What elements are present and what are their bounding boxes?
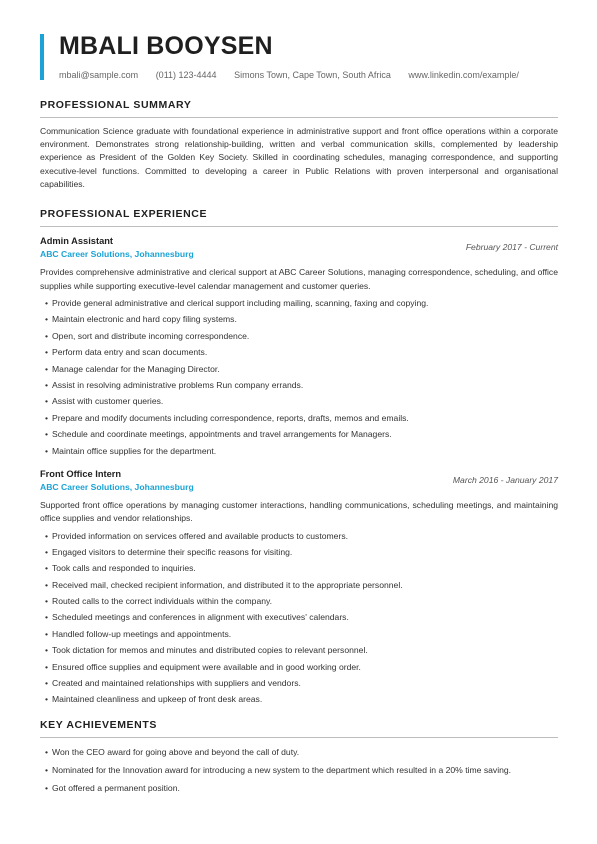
- job-bullets: [40, 298, 558, 457]
- job-company: ABC Career Solutions, Johannesburg: [40, 249, 194, 260]
- list-item: • Provide general administrative and clerical support including mailing, scanning, faxing and copying.: [40, 298, 558, 309]
- summary-text: Communication Science graduate with foundational experience in administrative support and front office operations within a corporate environment. Demonstrates strong relationship-building, written and verbal communication skills, complemented by leadership experience as President of the Golden Key Society. Skilled in coordinating schedules, managing correspondence, and supporting executive-level functions. Committed to developing a career in Public Relations with proven interpersonal and organisational capabilities.: [40, 126, 558, 189]
- contact-line: [59, 70, 558, 80]
- contact-location: Simons Town, Cape Town, South Africa: [234, 70, 391, 80]
- list-item: • Manage calendar for the Managing Director.: [40, 364, 558, 375]
- list-item: • Took dictation for memos and minutes and distributed copies to relevant personnel.: [40, 645, 558, 656]
- resume-header: [40, 34, 558, 80]
- resume-page: [40, 0, 558, 801]
- list-item: • Provided information on services offered and available products to customers.: [40, 531, 558, 542]
- list-item: • Engaged visitors to determine their specific reasons for visiting.: [40, 547, 558, 558]
- contact-email[interactable]: mbali@sample.com: [59, 70, 139, 80]
- list-item: • Received mail, checked recipient information, and distributed it to the appropriate personnel.: [40, 580, 558, 591]
- contact-linkedin[interactable]: www.linkedin.com/example/: [408, 70, 519, 80]
- contact-phone: (011) 123-4444: [155, 70, 217, 80]
- job-entry: [40, 236, 558, 457]
- list-item: • Assist in resolving administrative problems Run company errands.: [40, 380, 558, 391]
- job-company: ABC Career Solutions, Johannesburg: [40, 481, 194, 492]
- list-item: • Won the CEO award for going above and beyond the call of duty.: [40, 747, 558, 758]
- list-item: • Maintained cleanliness and upkeep of front desk areas.: [40, 694, 558, 705]
- job-dates: March 2016 - January 2017: [452, 474, 558, 485]
- list-item: • Maintain office supplies for the department.: [40, 446, 558, 457]
- achievement-list: [40, 747, 558, 794]
- job-title: Front Office Intern: [40, 468, 122, 479]
- list-item: • Ensured office supplies and equipment were available and in good working order.: [40, 662, 558, 673]
- list-item: • Prepare and modify documents including correspondence, reports, drafts, memos and emails.: [40, 413, 558, 424]
- job-dates: February 2017 - Current: [465, 242, 558, 253]
- list-item: • Scheduled meetings and conferences in alignment with executives' calendars.: [40, 612, 558, 623]
- job-bullets: [40, 531, 558, 706]
- job-description: Provides comprehensive administrative and clerical support at ABC Career Solutions, managing correspondence, scheduling, and office supplies while supporting executive-level calendar management and customer queries.: [40, 267, 558, 291]
- list-item: • Routed calls to the correct individuals within the company.: [40, 596, 558, 607]
- list-item: • Schedule and coordinate meetings, appointments and travel arrangements for Managers.: [40, 429, 558, 440]
- job-title: Admin Assistant: [40, 236, 114, 247]
- accent-bar: [40, 34, 44, 80]
- candidate-name: MBALI BOOYSEN: [59, 32, 273, 60]
- list-item: • Created and maintained relationships with suppliers and vendors.: [40, 678, 558, 689]
- list-item: • Open, sort and distribute incoming correspondence.: [40, 331, 558, 342]
- list-item: • Assist with customer queries.: [40, 396, 558, 407]
- achievements-heading: KEY ACHIEVEMENTS: [40, 719, 558, 738]
- summary-heading: PROFESSIONAL SUMMARY: [40, 99, 558, 118]
- experience-heading: PROFESSIONAL EXPERIENCE: [40, 208, 558, 227]
- list-item: • Took calls and responded to inquiries.: [40, 563, 558, 574]
- list-item: • Got offered a permanent position.: [40, 783, 558, 794]
- list-item: • Nominated for the Innovation award for introducing a new system to the department which resulted in a 20% time saving.: [40, 765, 558, 776]
- job-entry: [40, 469, 558, 706]
- list-item: • Maintain electronic and hard copy filing systems.: [40, 314, 558, 325]
- list-item: • Perform data entry and scan documents.: [40, 347, 558, 358]
- list-item: • Handled follow-up meetings and appointments.: [40, 629, 558, 640]
- job-description: Supported front office operations by managing customer interactions, handling communications, scheduling meetings, and maintaining office supplies and vendor relationships.: [40, 499, 558, 524]
